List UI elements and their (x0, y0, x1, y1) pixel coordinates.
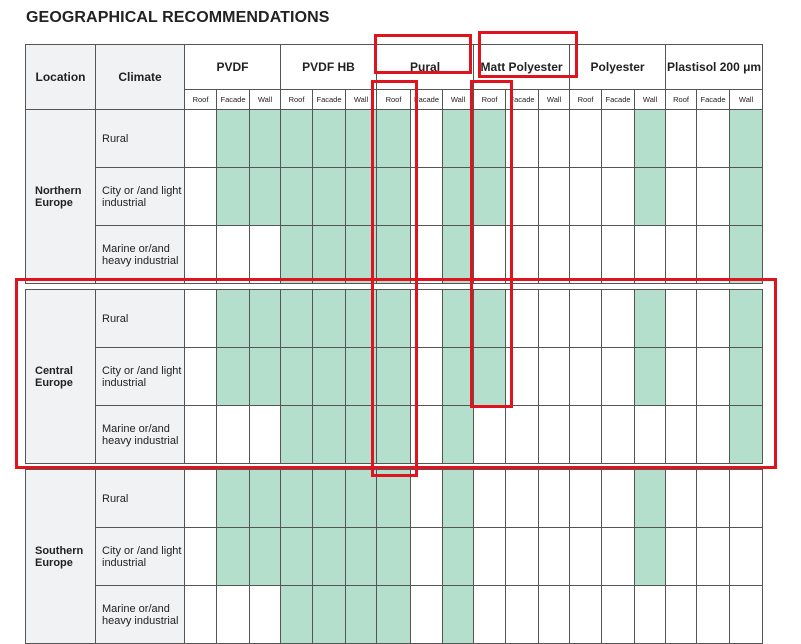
table-row (26, 348, 763, 406)
subcolumn-roof-header: Roof (474, 90, 506, 110)
not-recommended-cell (506, 168, 539, 226)
not-recommended-cell (539, 348, 570, 406)
recommended-cell (635, 348, 666, 406)
recommended-cell (217, 110, 250, 168)
not-recommended-cell (602, 226, 635, 284)
recommended-cell (281, 290, 313, 348)
not-recommended-cell (570, 348, 602, 406)
recommended-cell (313, 348, 346, 406)
recommended-cell (217, 290, 250, 348)
climate-label: Rural (96, 290, 185, 348)
recommended-cell (635, 110, 666, 168)
subcolumn-facade-header: Facade (217, 90, 250, 110)
table-row (26, 586, 763, 644)
not-recommended-cell (185, 348, 217, 406)
recommended-cell (377, 586, 411, 644)
recommended-cell (281, 348, 313, 406)
recommended-cell (313, 110, 346, 168)
recommended-cell (281, 406, 313, 464)
not-recommended-cell (506, 290, 539, 348)
subcolumn-facade-header: Facade (411, 90, 443, 110)
not-recommended-cell (570, 226, 602, 284)
recommended-cell (635, 528, 666, 586)
not-recommended-cell (506, 110, 539, 168)
not-recommended-cell (697, 528, 730, 586)
recommended-cell (313, 168, 346, 226)
recommended-cell (217, 528, 250, 586)
recommended-cell (443, 290, 474, 348)
recommended-cell (377, 168, 411, 226)
recommended-cell (281, 528, 313, 586)
recommended-cell (377, 290, 411, 348)
recommended-cell (377, 528, 411, 586)
not-recommended-cell (411, 586, 443, 644)
table-row (26, 226, 763, 284)
material-header-matt-polyester: Matt Polyester (474, 45, 570, 90)
recommended-cell (730, 290, 763, 348)
not-recommended-cell (217, 226, 250, 284)
recommended-cell (730, 226, 763, 284)
not-recommended-cell (635, 406, 666, 464)
recommended-cell (346, 226, 377, 284)
recommended-cell (346, 168, 377, 226)
not-recommended-cell (602, 470, 635, 528)
recommended-cell (250, 348, 281, 406)
recommended-cell (443, 406, 474, 464)
material-header-polyester: Polyester (570, 45, 666, 90)
climate-label: Rural (96, 110, 185, 168)
recommended-cell (250, 168, 281, 226)
recommended-cell (313, 470, 346, 528)
recommended-cell (443, 586, 474, 644)
recommended-cell (281, 110, 313, 168)
subcolumn-roof-header: Roof (377, 90, 411, 110)
recommended-cell (313, 528, 346, 586)
not-recommended-cell (411, 406, 443, 464)
subcolumn-wall-header: Wall (539, 90, 570, 110)
not-recommended-cell (411, 528, 443, 586)
table-row (26, 406, 763, 464)
not-recommended-cell (411, 110, 443, 168)
recommendations-table (25, 44, 763, 644)
not-recommended-cell (730, 528, 763, 586)
not-recommended-cell (185, 226, 217, 284)
recommended-cell (313, 586, 346, 644)
not-recommended-cell (539, 226, 570, 284)
not-recommended-cell (539, 406, 570, 464)
not-recommended-cell (539, 470, 570, 528)
not-recommended-cell (666, 528, 697, 586)
not-recommended-cell (570, 586, 602, 644)
not-recommended-cell (185, 290, 217, 348)
climate-label: Marine or/and heavy industrial (96, 586, 185, 644)
subcolumn-wall-header: Wall (346, 90, 377, 110)
not-recommended-cell (602, 528, 635, 586)
subcolumn-wall-header: Wall (250, 90, 281, 110)
not-recommended-cell (635, 586, 666, 644)
recommended-cell (443, 528, 474, 586)
subcolumn-facade-header: Facade (506, 90, 539, 110)
not-recommended-cell (730, 470, 763, 528)
not-recommended-cell (506, 528, 539, 586)
recommended-cell (377, 226, 411, 284)
not-recommended-cell (602, 168, 635, 226)
material-header-pvdf-hb: PVDF HB (281, 45, 377, 90)
table-row (26, 528, 763, 586)
not-recommended-cell (602, 290, 635, 348)
not-recommended-cell (474, 528, 506, 586)
not-recommended-cell (570, 528, 602, 586)
not-recommended-cell (666, 290, 697, 348)
recommended-cell (346, 528, 377, 586)
not-recommended-cell (602, 586, 635, 644)
table-row (26, 168, 763, 226)
climate-label: Rural (96, 470, 185, 528)
material-header-pvdf: PVDF (185, 45, 281, 90)
not-recommended-cell (185, 110, 217, 168)
recommended-cell (217, 168, 250, 226)
recommended-cell (635, 290, 666, 348)
subcolumn-roof-header: Roof (185, 90, 217, 110)
not-recommended-cell (185, 406, 217, 464)
not-recommended-cell (506, 348, 539, 406)
not-recommended-cell (666, 348, 697, 406)
recommended-cell (281, 586, 313, 644)
recommended-cell (635, 168, 666, 226)
recommended-cell (635, 470, 666, 528)
material-header-plastisol: Plastisol 200 μm (666, 45, 763, 90)
not-recommended-cell (474, 406, 506, 464)
not-recommended-cell (250, 226, 281, 284)
recommended-cell (443, 110, 474, 168)
not-recommended-cell (666, 470, 697, 528)
recommended-cell (313, 226, 346, 284)
not-recommended-cell (506, 586, 539, 644)
not-recommended-cell (666, 168, 697, 226)
recommended-cell (377, 348, 411, 406)
not-recommended-cell (730, 586, 763, 644)
subcolumn-wall-header: Wall (635, 90, 666, 110)
recommended-cell (377, 110, 411, 168)
recommended-cell (346, 348, 377, 406)
recommended-cell (730, 168, 763, 226)
not-recommended-cell (602, 110, 635, 168)
table-row (26, 470, 763, 528)
recommended-cell (313, 406, 346, 464)
location-header: Location (26, 45, 96, 110)
not-recommended-cell (411, 470, 443, 528)
not-recommended-cell (602, 348, 635, 406)
not-recommended-cell (250, 586, 281, 644)
not-recommended-cell (570, 470, 602, 528)
recommended-cell (730, 110, 763, 168)
not-recommended-cell (250, 406, 281, 464)
recommended-cell (443, 470, 474, 528)
not-recommended-cell (570, 168, 602, 226)
not-recommended-cell (539, 586, 570, 644)
climate-label: City or /and light industrial (96, 168, 185, 226)
not-recommended-cell (474, 586, 506, 644)
not-recommended-cell (666, 406, 697, 464)
recommended-cell (217, 348, 250, 406)
not-recommended-cell (411, 226, 443, 284)
recommended-cell (346, 290, 377, 348)
subcolumn-facade-header: Facade (697, 90, 730, 110)
not-recommended-cell (539, 528, 570, 586)
not-recommended-cell (666, 226, 697, 284)
climate-label: City or /and light industrial (96, 348, 185, 406)
not-recommended-cell (217, 406, 250, 464)
region-label: Northern Europe (26, 110, 96, 284)
not-recommended-cell (539, 110, 570, 168)
page-title: GEOGRAPHICAL RECOMMENDATIONS (26, 9, 330, 26)
region-label: Central Europe (26, 290, 96, 464)
climate-label: Marine or/and heavy industrial (96, 406, 185, 464)
recommended-cell (474, 348, 506, 406)
recommended-cell (281, 168, 313, 226)
not-recommended-cell (506, 406, 539, 464)
not-recommended-cell (474, 470, 506, 528)
not-recommended-cell (506, 226, 539, 284)
subcolumn-roof-header: Roof (281, 90, 313, 110)
not-recommended-cell (506, 470, 539, 528)
recommended-cell (313, 290, 346, 348)
recommended-cell (443, 226, 474, 284)
not-recommended-cell (185, 528, 217, 586)
recommended-cell (250, 528, 281, 586)
not-recommended-cell (697, 348, 730, 406)
not-recommended-cell (602, 406, 635, 464)
not-recommended-cell (217, 586, 250, 644)
not-recommended-cell (411, 290, 443, 348)
subcolumn-facade-header: Facade (313, 90, 346, 110)
recommended-cell (377, 470, 411, 528)
not-recommended-cell (539, 168, 570, 226)
subcolumn-roof-header: Roof (666, 90, 697, 110)
not-recommended-cell (635, 226, 666, 284)
recommended-cell (250, 470, 281, 528)
not-recommended-cell (185, 470, 217, 528)
recommended-cell (474, 110, 506, 168)
not-recommended-cell (185, 586, 217, 644)
recommended-cell (217, 470, 250, 528)
recommended-cell (346, 470, 377, 528)
recommended-cell (474, 290, 506, 348)
not-recommended-cell (697, 406, 730, 464)
recommended-cell (730, 406, 763, 464)
not-recommended-cell (697, 168, 730, 226)
not-recommended-cell (697, 470, 730, 528)
recommended-cell (346, 586, 377, 644)
not-recommended-cell (411, 168, 443, 226)
not-recommended-cell (539, 290, 570, 348)
not-recommended-cell (411, 348, 443, 406)
recommended-cell (377, 406, 411, 464)
not-recommended-cell (570, 406, 602, 464)
subcolumn-wall-header: Wall (730, 90, 763, 110)
recommended-cell (250, 110, 281, 168)
not-recommended-cell (697, 290, 730, 348)
recommended-cell (443, 168, 474, 226)
not-recommended-cell (474, 226, 506, 284)
recommended-cell (730, 348, 763, 406)
not-recommended-cell (666, 110, 697, 168)
recommendations-table-frame (25, 44, 763, 632)
recommended-cell (346, 110, 377, 168)
table-row (26, 110, 763, 168)
recommended-cell (346, 406, 377, 464)
not-recommended-cell (570, 110, 602, 168)
not-recommended-cell (666, 586, 697, 644)
table-row (26, 290, 763, 348)
material-header-pural: Pural (377, 45, 474, 90)
climate-header: Climate (96, 45, 185, 110)
recommended-cell (281, 470, 313, 528)
not-recommended-cell (185, 168, 217, 226)
subcolumn-roof-header: Roof (570, 90, 602, 110)
subcolumn-facade-header: Facade (602, 90, 635, 110)
region-label: Southern Europe (26, 470, 96, 644)
not-recommended-cell (697, 110, 730, 168)
recommended-cell (250, 290, 281, 348)
not-recommended-cell (697, 586, 730, 644)
subcolumn-wall-header: Wall (443, 90, 474, 110)
recommended-cell (443, 348, 474, 406)
recommended-cell (281, 226, 313, 284)
not-recommended-cell (697, 226, 730, 284)
recommended-cell (474, 168, 506, 226)
climate-label: Marine or/and heavy industrial (96, 226, 185, 284)
climate-label: City or /and light industrial (96, 528, 185, 586)
not-recommended-cell (570, 290, 602, 348)
